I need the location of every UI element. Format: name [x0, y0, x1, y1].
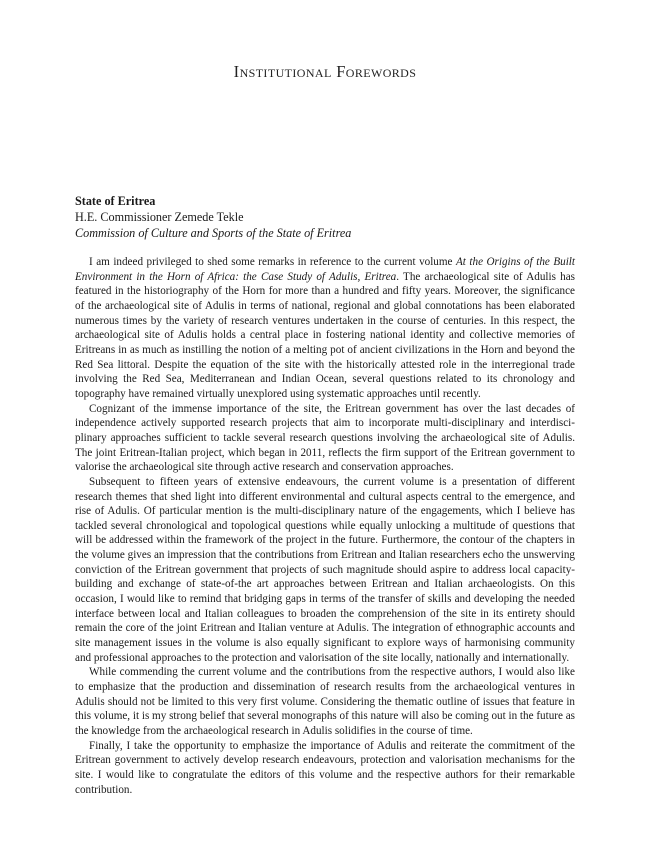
foreword-section [75, 193, 575, 797]
foreword-body [75, 255, 575, 797]
paragraph-5: Finally, I take the opportunity to emphasize the importance of Adulis and reiterate the commitment of the Eritrean government to actively develop research endeavours, protection and valorisation mechanisms for the site. I would like to congratulate the editors of this volume and the respective authors for their remarkable contribution. [75, 739, 575, 796]
section-heading: State of Eritrea [75, 194, 156, 208]
paragraph-1: I am indeed privileged to shed some remarks in reference to the current volume At the Origins of the Built Environment in the Horn of Africa: the Case Study of Adulis, Eritrea. The archaeological site of Adulis has featured in the historiography of the Horn for more than a hundred and fifty years. Moreover, the significance of the archaeological site of Adulis in terms of national, regional and global connotations has been elaborated numerous times by the variety of research ventures undertaken in the course of centuries. In this respect, the archaeological site of Adulis holds a central place in fostering national identity and collective memories of Eritreans in as much as instilling the notion of a melting pot of ancient civilizations in the Horn and beyond the Red Sea littoral. Despite the equation of the site with the historically attested role in the interregional trade involving the Red Sea, Mediterranean and Indian Ocean, several questions related to its chronology and topography have remained virtually unexplored using systematic approaches until recently. [75, 256, 575, 400]
author-name: H.E. Commissioner Zemede Tekle [75, 210, 244, 224]
book-title: At the Origins of the Built Environment in the Horn of Africa: the Case Study of Adulis, Eritrea [75, 256, 575, 283]
paragraph-3: Subsequent to fifteen years of extensive endeavours, the current volume is a presentation of different research themes that shed light into different environmental and cultural aspects central to the emergence, and rise of Adulis. Of particular mention is the multi-disciplinary nature of the engagements, which I believe has tackled several chronological and topological questions while equally unlocking a multitude of questions that will be addressed within the framework of the project in the future. Furthermore, the contour of the chapters in the volume gives an impression that the contributions from Eritrean and Italian researchers echo the unswerving conviction of the Eritrean government that projects of such magnitude should aspire to address local capacity-building and exchange of state-of-the art approaches between Eritrean and Italian archaeologists. On this occasion, I would like to remind that bridging gaps in terms of the transfer of skills and developing the needed interface between local and Italian colleagues to broaden the comprehension of the site in its entirety should remain the core of the joint Eritrean and Italian venture at Adulis. The integration of ethnographic accounts and site management issues in the volume is also equally significant to explore ways of harmonising community and professional approaches to the protection and valorisation of the site locally, nationally and internationally. [75, 475, 575, 664]
page-title: Institutional Forewords [233, 62, 417, 81]
author-affiliation: Commission of Culture and Sports of the State of Eritrea [75, 226, 352, 240]
paragraph-4: While commending the current volume and the contributions from the respective authors, I would also like to emphasize that the production and dissemination of research results from the archaeological ventures in Adulis should not be limited to this very first volume. Considering the thematic outline of issues that feature in this volume, it is my strong belief that several monographs of this nature will also be coming out in the future as the knowledge from the archaeological research in Adulis solidifies in the course of time. [75, 666, 575, 737]
paragraph-2: Cognizant of the immense importance of the site, the Eritrean government has over the last decades of independence actively supported research projects that aim to incorporate multi-disciplinary and interdisciplinary approaches sufficient to tackle several research questions involving the archaeological site of Adulis. The joint Eritrean-Italian project, which began in 2011, reflects the firm support of the Eritrean government to valorise the archaeological site through active research and conservation approaches. [75, 402, 575, 474]
